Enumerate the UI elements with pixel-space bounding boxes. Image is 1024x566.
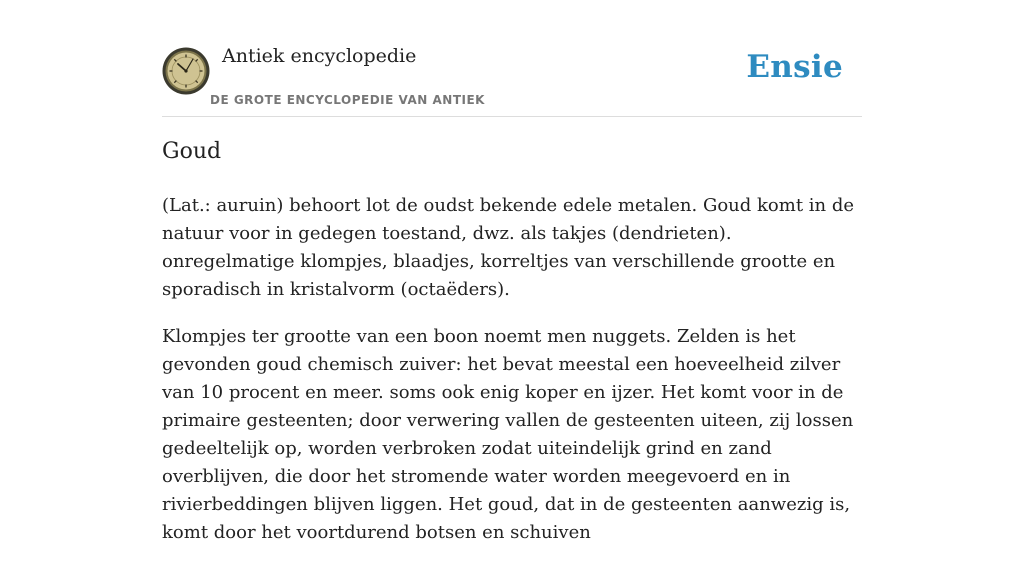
article-body xyxy=(162,192,862,566)
ensie-logo-link[interactable]: Ensie xyxy=(746,49,843,85)
article-title: Goud xyxy=(162,139,222,164)
antique-clock-icon[interactable] xyxy=(162,47,210,95)
article-paragraph: (Lat.: auruin) behoort lot de oudst bekende edele metalen. Goud komt in de natuur voor in gedegen toestand, dwz. als takjes (dendrieten). onregelmatige klompjes, blaadjes, korreltjes van verschillende grootte en sporadisch in kristalvorm (octaëders). xyxy=(162,195,855,300)
site-subtitle: DE GROTE ENCYCLOPEDIE VAN ANTIEK xyxy=(210,93,485,107)
site-title[interactable]: Antiek encyclopedie xyxy=(222,45,417,67)
site-header xyxy=(162,40,862,117)
article-paragraph: Klompjes ter grootte van een boon noemt men nuggets. Zelden is het gevonden goud chemisch zuiver: het bevat meestal een hoeveelheid zilver van 10 procent en meer. soms ook enig koper en ijzer. Het komt voor in de primaire gesteenten; door verwering vallen de gesteenten uiteen, zij lossen gedeeltelijk op, worden verbroken zodat uiteindelijk grind en zand overblijven, die door het stromende water worden meegevoerd en in rivierbeddingen blijven liggen. Het goud, dat in de gesteenten aanwezig is, komt door het voortdurend botsen en schuiven xyxy=(162,326,854,543)
